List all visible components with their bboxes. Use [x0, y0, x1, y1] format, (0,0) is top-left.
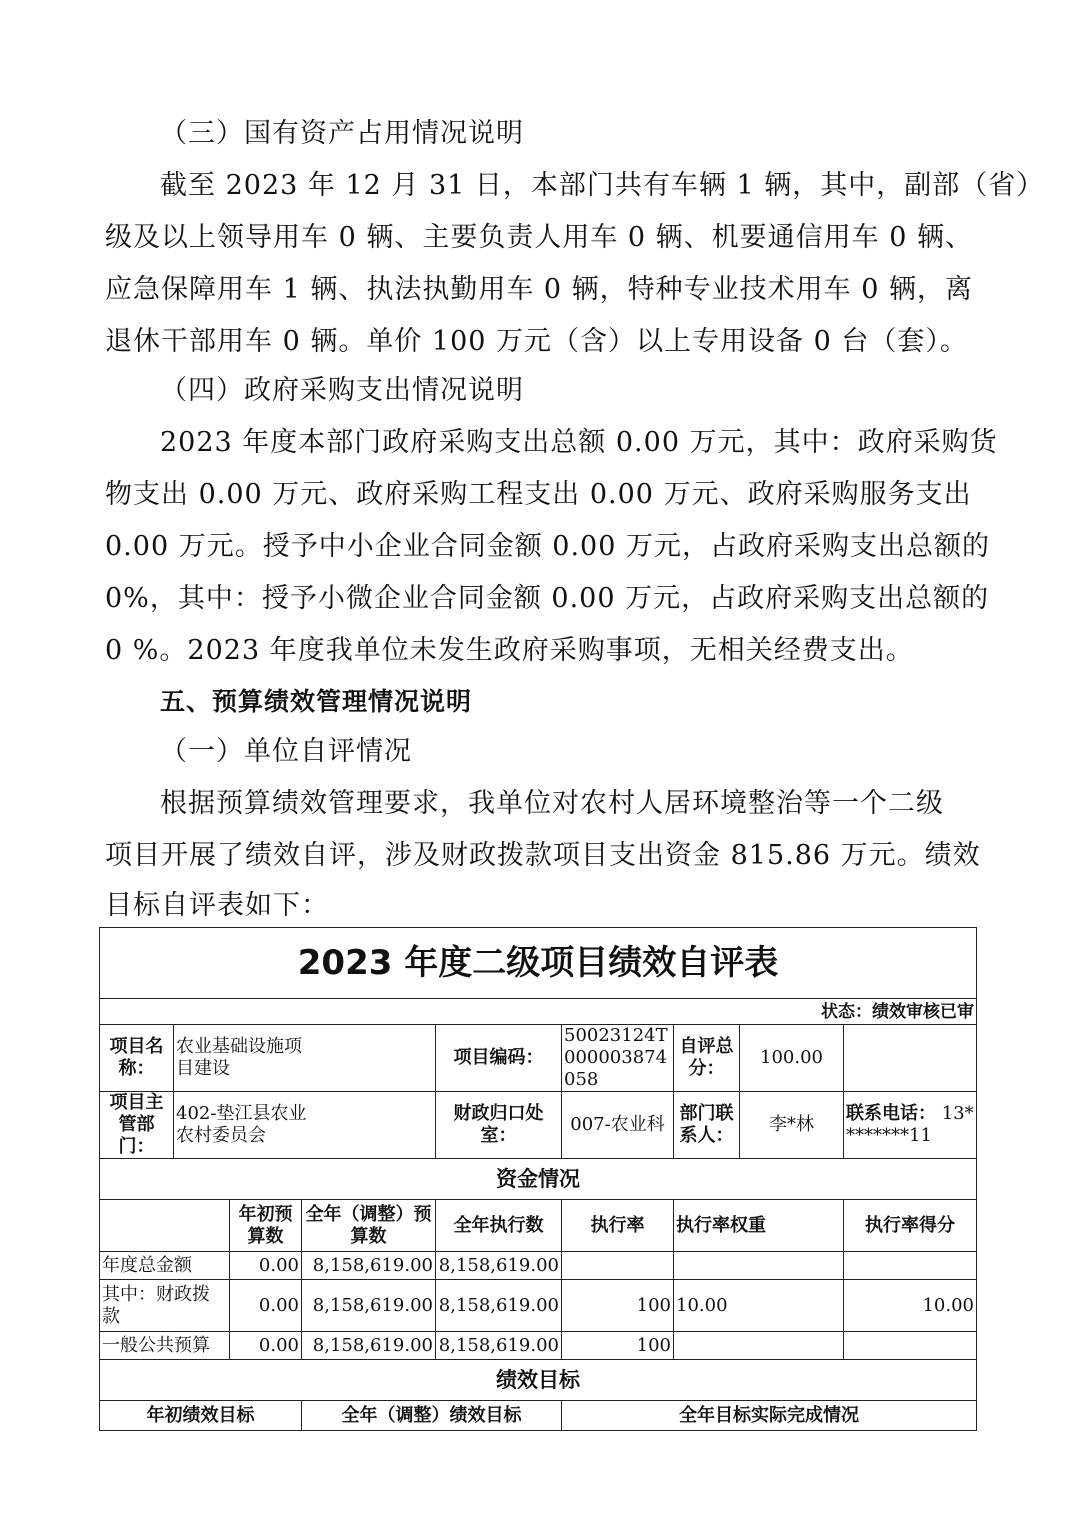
empty-cell	[844, 1025, 977, 1092]
phone-value: 13********11	[846, 1103, 974, 1146]
fund-cell-executed: 8,158,619.00	[436, 1280, 562, 1332]
paragraph-line: 退休干部用车 0 辆。单价 100 万元（含）以上专用设备 0 台（套）。	[105, 326, 968, 357]
fund-header-rate: 执行率	[562, 1200, 674, 1252]
fund-cell-weight	[674, 1332, 844, 1360]
fund-cell-executed: 8,158,619.00	[436, 1332, 562, 1360]
goal-header-actual: 全年目标实际完成情况	[562, 1401, 977, 1431]
fund-header-adjusted: 全年（调整）预算数	[302, 1200, 436, 1252]
contact-value: 李*林	[740, 1092, 844, 1159]
performance-self-eval-table	[99, 927, 977, 1431]
paragraph-line: 物支出 0.00 万元、政府采购工程支出 0.00 万元、政府采购服务支出	[105, 479, 972, 510]
heading-5-performance: 五、预算绩效管理情况说明	[160, 687, 473, 716]
fund-cell-adjusted: 8,158,619.00	[302, 1252, 436, 1280]
paragraph-line: 级及以上领导用车 0 辆、主要负责人用车 0 辆、机要通信用车 0 辆、	[105, 222, 974, 253]
fund-cell-weight	[674, 1252, 844, 1280]
heading-4-procurement: （四）政府采购支出情况说明	[160, 375, 524, 406]
fund-row-label: 其中：财政拨款	[100, 1280, 230, 1332]
self-score-label: 自评总分：	[674, 1025, 740, 1092]
dept-value: 402-垫江县农业农村委员会	[174, 1092, 436, 1159]
paragraph-line: 应急保障用车 1 辆、执法执勤用车 0 辆，特种专业技术用车 0 辆，离	[105, 274, 974, 305]
fund-cell-adjusted: 8,158,619.00	[302, 1332, 436, 1360]
fund-cell-score	[844, 1252, 977, 1280]
project-name-value: 农业基础设施项目建设	[174, 1025, 436, 1092]
fund-cell-adjusted: 8,158,619.00	[302, 1280, 436, 1332]
finance-office-label: 财政归口处室：	[436, 1092, 562, 1159]
phone-cell	[844, 1092, 977, 1159]
table-title: 2023 年度二级项目绩效自评表	[100, 928, 977, 999]
heading-5-1-self-eval: （一）单位自评情况	[160, 736, 412, 767]
project-name-label: 项目名称：	[100, 1025, 174, 1092]
dept-label: 项目主管部门：	[100, 1092, 174, 1159]
paragraph-line: 截至 2023 年 12 月 31 日，本部门共有车辆 1 辆，其中，副部（省）	[160, 170, 1045, 201]
self-score-value: 100.00	[740, 1025, 844, 1092]
paragraph-line: 0.00 万元。授予中小企业合同金额 0.00 万元，占政府采购支出总额的	[105, 531, 990, 562]
fund-cell-weight: 10.00	[674, 1280, 844, 1332]
status-text: 状态：绩效审核已审	[100, 999, 977, 1025]
fund-cell-score	[844, 1332, 977, 1360]
paragraph-line: 2023 年度本部门政府采购支出总额 0.00 万元，其中：政府采购货	[160, 427, 998, 458]
phone-label: 联系电话：	[846, 1103, 936, 1124]
paragraph-line: 目标自评表如下：	[105, 890, 329, 921]
fund-cell-executed: 8,158,619.00	[436, 1252, 562, 1280]
fund-header-executed: 全年执行数	[436, 1200, 562, 1252]
fund-section-title: 资金情况	[100, 1159, 977, 1200]
heading-3-state-assets: （三）国有资产占用情况说明	[160, 118, 524, 149]
fund-cell-initial: 0.00	[230, 1252, 302, 1280]
project-code-value: 50023124T000003874058	[562, 1025, 674, 1092]
fund-cell-rate: 100	[562, 1280, 674, 1332]
fund-row-label: 一般公共预算	[100, 1332, 230, 1360]
fund-header-weight: 执行率权重	[674, 1200, 844, 1252]
goal-header-initial: 年初绩效目标	[100, 1401, 302, 1431]
fund-row-label: 年度总金额	[100, 1252, 230, 1280]
paragraph-line: 0%，其中：授予小微企业合同金额 0.00 万元，占政府采购支出总额的	[105, 583, 990, 614]
project-code-label: 项目编码：	[436, 1025, 562, 1092]
goal-header-adjusted: 全年（调整）绩效目标	[302, 1401, 562, 1431]
fund-cell-initial: 0.00	[230, 1280, 302, 1332]
fund-header-initial: 年初预算数	[230, 1200, 302, 1252]
paragraph-line: 0 %。2023 年度我单位未发生政府采购事项，无相关经费支出。	[105, 635, 914, 666]
fund-cell-score: 10.00	[844, 1280, 977, 1332]
finance-office-value: 007-农业科	[562, 1092, 674, 1159]
fund-cell-initial: 0.00	[230, 1332, 302, 1360]
goal-section-title: 绩效目标	[100, 1360, 977, 1401]
fund-header-blank	[100, 1200, 230, 1252]
fund-cell-rate	[562, 1252, 674, 1280]
fund-header-score: 执行率得分	[844, 1200, 977, 1252]
fund-cell-rate: 100	[562, 1332, 674, 1360]
paragraph-line: 项目开展了绩效自评，涉及财政拨款项目支出资金 815.86 万元。绩效	[105, 840, 981, 871]
contact-label: 部门联系人：	[674, 1092, 740, 1159]
paragraph-line: 根据预算绩效管理要求，我单位对农村人居环境整治等一个二级	[160, 788, 944, 819]
